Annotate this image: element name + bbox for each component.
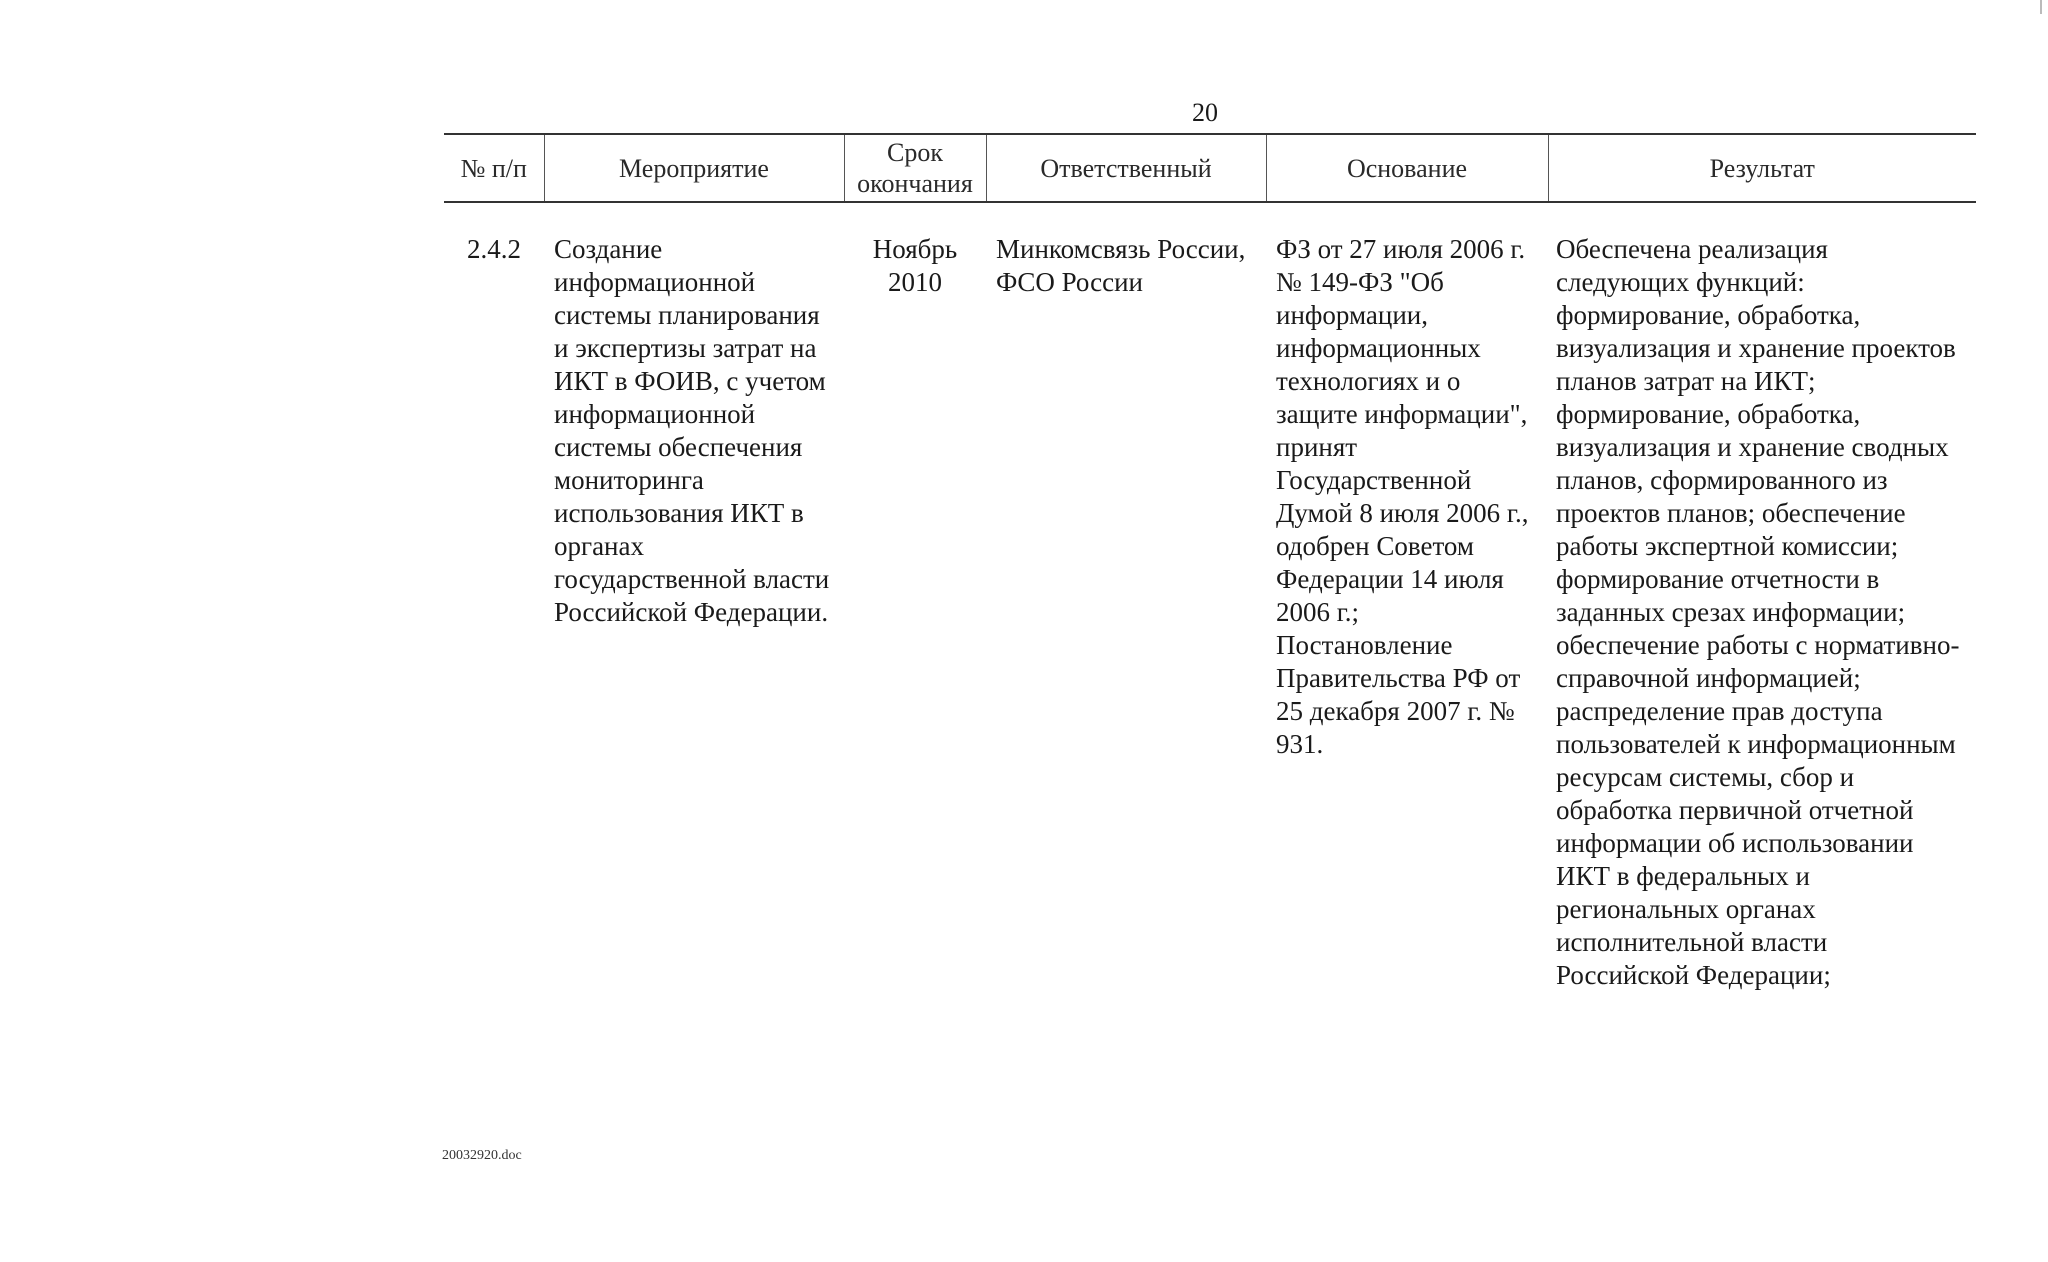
footer-filename: 20032920.doc xyxy=(442,1148,522,1163)
table-row xyxy=(444,202,1976,992)
plan-table xyxy=(444,133,1976,992)
cell-deadline-year: 2010 xyxy=(888,267,942,297)
cell-deadline xyxy=(844,202,986,992)
header-num: № п/п xyxy=(444,134,544,202)
cell-basis: ФЗ от 27 июля 2006 г. № 149-ФЗ "Об информации, информационных технологиях и о защите информации", принят Государственной Думой 8 июля 2006 г., одобрен Советом Федерации 14 июля 2006 г.; Постановление Правительства РФ от 25 декабря 2007 г. № 931. xyxy=(1276,234,1529,759)
header-result: Результат xyxy=(1548,134,1976,202)
header-basis: Основание xyxy=(1266,134,1548,202)
header-deadline-line1: Срок xyxy=(887,138,943,167)
cell-result: Обеспечена реализация следующих функций: формирование, обработка, визуализация и хранение проектов планов затрат на ИКТ; формирование, обработка, визуализация и хранение сводных планов, сформированного из проектов планов; обеспечение работы экспертной комиссии; формирование отчетности в заданных срезах информации; обеспечение работы с нормативно-справочной информацией; распределение прав доступа пользователей к информационным ресурсам системы, сбор и обработка первичной отчетной информации об использовании ИКТ в федеральных и региональных органах исполнительной власти Российской Федерации; xyxy=(1556,234,1960,990)
cell-num: 2.4.2 xyxy=(467,234,521,264)
cell-responsible: Минкомсвязь России, ФСО России xyxy=(996,234,1246,297)
cell-event: Создание информационной системы планирования и экспертизы затрат на ИКТ в ФОИВ, с учетом информационной системы обеспечения мониторинга использования ИКТ в органах государственной власти Российской Федерации. xyxy=(554,234,830,627)
header-deadline-line2: окончания xyxy=(857,169,973,198)
header-deadline xyxy=(844,134,986,202)
table-header xyxy=(444,134,1976,202)
header-responsible: Ответственный xyxy=(986,134,1266,202)
cell-deadline-month: Ноябрь xyxy=(872,234,958,264)
header-row xyxy=(444,134,1976,202)
scan-edge-mark xyxy=(2040,0,2042,14)
page-number: 20 xyxy=(1192,98,1218,127)
table-body xyxy=(444,202,1976,992)
plan-table-container xyxy=(444,133,1976,992)
header-event: Мероприятие xyxy=(544,134,844,202)
